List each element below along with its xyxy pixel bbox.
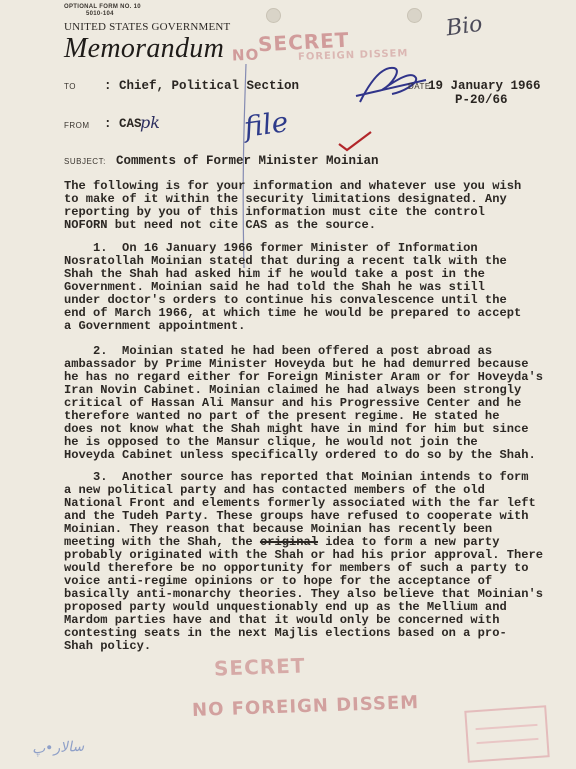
text-line: would therefore be no opportunity for members of such a party to [64, 561, 529, 575]
check-mark-icon [337, 130, 373, 152]
handwritten-file-note: file [241, 105, 291, 144]
text-line: Nosratollah Moinian stated that during a recent talk with the [64, 254, 507, 268]
text-line: end of March 1966, at which time he would be prepared to accept [64, 306, 522, 320]
text-line: proposed party would unquestionably end up as the Mellium and [64, 600, 507, 614]
memo-title: Memorandum [64, 33, 225, 64]
text-line: reporting by you of this information must cite the control [64, 205, 485, 219]
form-number-line: OPTIONAL FORM NO. 10 [64, 4, 141, 10]
text-line: does not know what the Shah might have in mind for him but since [64, 422, 529, 436]
text-line: probably originated with the Shah or had his prior approval. There [64, 548, 543, 562]
text-line: National Front and elements formerly associated with the far left [64, 496, 536, 510]
stamp-foreign-dissem-top: FOREIGN DISSEM [297, 48, 409, 63]
agency-name: UNITED STATES GOVERNMENT [64, 21, 231, 33]
stamp-no: NO [231, 45, 260, 65]
reference-number: P-20/66 [455, 93, 508, 107]
text-line: Mardom parties have and that it would only be concerned with [64, 613, 500, 627]
to-value: : Chief, Political Section [104, 79, 300, 93]
subject-value: Comments of Former Minister Moinian [116, 154, 379, 168]
to-label: TO [64, 82, 76, 91]
text-segment: idea to form a new party [318, 535, 500, 549]
date-value: 19 January 1966 [428, 79, 541, 93]
text-line: Iran Novin Cabinet. Moinian claimed he had always been strongly [64, 383, 522, 397]
stamp-foreign-dissem-bottom: NO FOREIGN DISSEM [191, 692, 420, 721]
text-line: a Government appointment. [64, 319, 246, 333]
text-line: 2. Moinian stated he had been offered a post abroad as [64, 344, 493, 358]
text-line: therefore wanted no part of the present regime. He stated he [64, 409, 500, 423]
text-segment: meeting with the Shah, the [64, 535, 260, 549]
text-line: a new political party and has contacted members of the old [64, 483, 485, 497]
from-value: : CAS [104, 117, 142, 131]
date-label: DATE: [408, 82, 434, 91]
handwritten-bio-note: Bio [444, 11, 485, 42]
form-code-line: 5010-104 [86, 11, 114, 17]
text-line: basically anti-monarchy theories. They also believe that Moinian's [64, 587, 543, 601]
text-line: to make of it within the security limitations designated. Any [64, 192, 507, 206]
text-line: The following is for your information and whatever use you wish [64, 179, 522, 193]
text-line: and the Tudeh Party. These groups have refused to cooperate with [64, 509, 529, 523]
text-line: he is opposed to the Mansur clique, he would not join the [64, 435, 478, 449]
text-line: 1. On 16 January 1966 former Minister of Information [64, 241, 478, 255]
text-line: he has no regard either for Foreign Minister Aram or for Hoveyda's [64, 370, 543, 384]
subject-label: SUBJECT: [64, 157, 106, 166]
struck-word: original [259, 535, 319, 549]
text-line: under doctor's orders to continue his convalescence until the [64, 293, 507, 307]
text-line: critical of Hassan Ali Mansur and his Progressive Center and he [64, 396, 522, 410]
punch-hole [266, 8, 281, 23]
paragraph-2 [64, 345, 576, 462]
text-line: Hoveyda Cabinet unless specifically ordered to do so by the Shah. [64, 448, 536, 462]
text-line: contesting seats in the next Majlis elections based on a pro- [64, 626, 507, 640]
text-line: NOFORN but need not cite CAS as the source. [64, 218, 377, 232]
from-label: FROM [64, 121, 90, 130]
paragraph-3 [64, 471, 576, 653]
stamp-secret-bottom: SECRET [213, 653, 306, 681]
paragraph-1 [64, 242, 576, 333]
handwritten-initials: pk [140, 113, 160, 132]
text-line: 3. Another source has reported that Moinian intends to form [64, 470, 529, 484]
stamp-secret-top: SECRET [257, 27, 351, 57]
text-line: Shah the Shah had asked him if he would take a post in the [64, 267, 485, 281]
text-line: Shah policy. [64, 639, 152, 653]
text-line: Government. Moinian said he had told the Shah he was still [64, 280, 485, 294]
box-stamp-icon [464, 705, 549, 763]
text-line: voice anti-regime opinions or to hope for the acceptance of [64, 574, 493, 588]
text-line: ambassador by Prime Minister Hoveyda but he had demurred because [64, 357, 529, 371]
text-line: Moinian. They reason that because Moinian has recently been [64, 522, 493, 536]
form-number [64, 4, 141, 18]
intro-paragraph [64, 180, 576, 232]
handwritten-bottom-note: سالار•پ [31, 738, 85, 758]
punch-hole [407, 8, 422, 23]
